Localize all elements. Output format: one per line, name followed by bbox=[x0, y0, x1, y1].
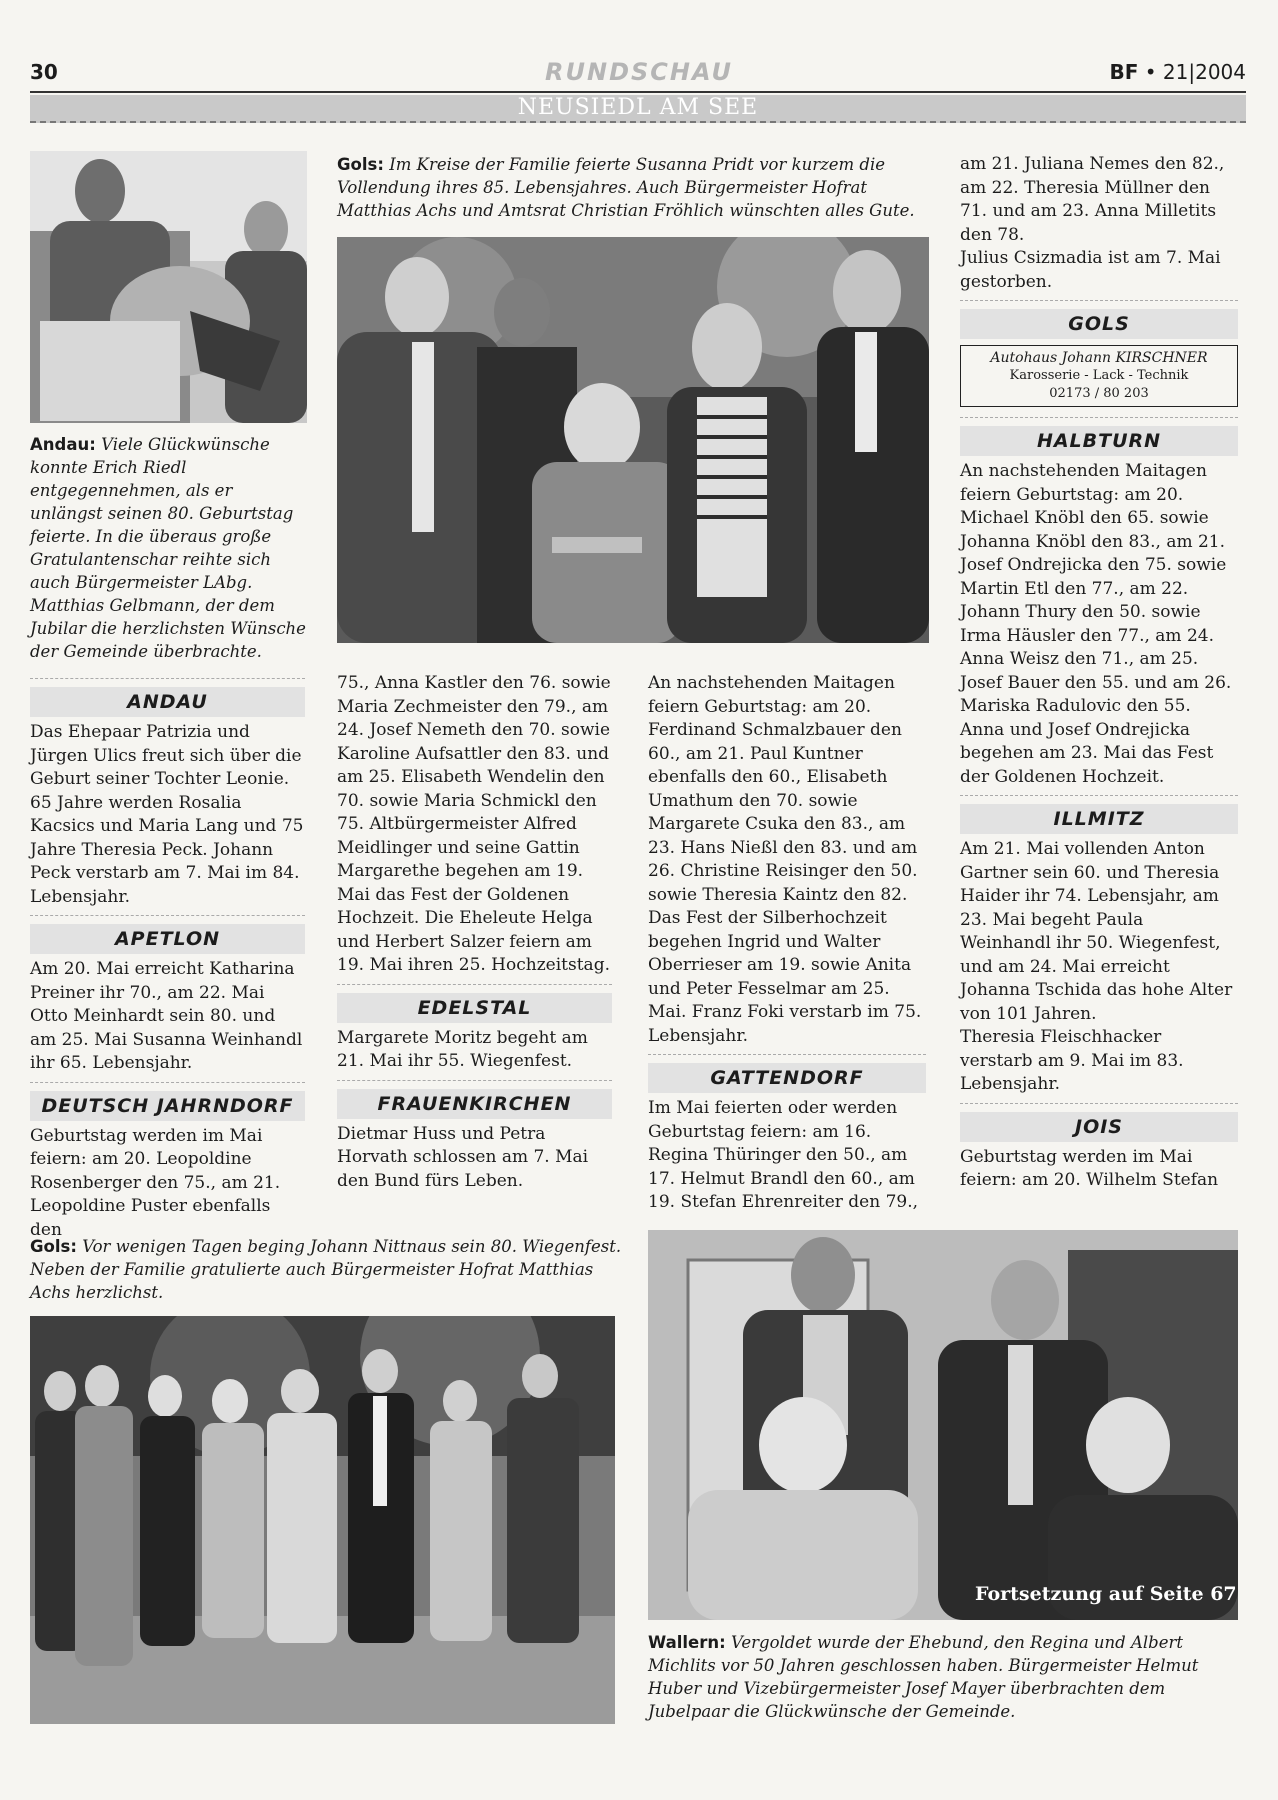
issue-info bbox=[1109, 60, 1246, 84]
article-silver-wedding: Das Fest der Silberhochzeit begehen Ingrid und Walter Oberrieser am 19. sowie Anita und Peter Fesselmar am 25. Mai. Franz Foki verstarb im 75. Lebensjahr. bbox=[648, 908, 922, 1046]
advertisement-box bbox=[960, 345, 1238, 407]
caption-place: Andau: bbox=[30, 435, 96, 454]
article-andau: Das Ehepaar Patrizia und Jürgen Ulics freut sich über die Geburt seiner Tochter Leonie. 65 Jahre werden Rosalia Kacsics und Maria Lang und 75 Jahre Theresia Peck. Johann Peck verstarb am 7. Mai im 84. Lebensjahr. bbox=[30, 722, 304, 907]
column-1 bbox=[30, 672, 305, 1242]
section-heading-deutsch-jahrndorf: DEUTSCH JAHRNDORF bbox=[30, 1082, 305, 1121]
section-heading-gattendorf: GATTENDORF bbox=[648, 1054, 926, 1093]
article-edelstal: Margarete Moritz begeht am 21. Mai ihr 55. Wiegenfest. bbox=[337, 1027, 588, 1071]
article-jois: Geburtstag werden im Mai feiern: am 20. Wilhelm Stefan bbox=[960, 1146, 1219, 1190]
issue-number: 21|2004 bbox=[1162, 60, 1246, 84]
section-heading-edelstal: EDELSTAL bbox=[337, 984, 612, 1023]
photo-gols-nittnaus bbox=[30, 1316, 615, 1724]
section-heading-gols: GOLS bbox=[960, 300, 1238, 339]
section-heading-apetlon: APETLON bbox=[30, 915, 305, 954]
article-halbturn: An nachstehenden Maitagen feiern Geburtstag: am 20. Michael Knöbl den 65. sowie Johanna Knöbl den 83., am 21. Josef Ondrejicka den 75. sowie Martin Etl den 77., am 22. Johann Thury den 50. sowie Irma Häusler den 77., am 24. Anna Weisz den 71., am 25. Josef Bauer den 55. und am 26. Mariska Radulovic den 55. Anna und Josef Ondrejicka begehen am 23. Mai das Fest der Goldenen Hochzeit. bbox=[960, 461, 1232, 787]
section-heading-frauenkirchen: FRAUENKIRCHEN bbox=[337, 1080, 612, 1119]
section-heading-andau: ANDAU bbox=[30, 678, 305, 717]
article-illmitz-death: Theresia Fleischhacker verstarb am 9. Mai im 83. Lebensjahr. bbox=[960, 1027, 1184, 1094]
header-rule bbox=[30, 91, 1246, 93]
column-4 bbox=[960, 153, 1238, 1193]
article-continued-top: am 21. Juliana Nemes den 82., am 22. Theresia Müllner den 71. und am 23. Anna Milletits den 78. bbox=[960, 154, 1225, 245]
page-number: 30 bbox=[30, 60, 58, 84]
caption-text: Viele Glückwünsche konnte Erich Riedl entgegennehmen, als er unlängst seinen 80. Geburtstag feierte. In die überaus große Gratulantenschar reihte sich auch Bürgermeister LAbg. Matthias Gelbmann, der dem Jubilar die herzlichsten Wünsche der Gemeinde überbrachte. bbox=[30, 435, 306, 661]
article-gattendorf: Im Mai feierten oder werden Geburtstag feiern: am 16. Regina Thüringer den 50., am 17. Helmut Brandl den 60., am 19. Stefan Ehrenreiter den 79., bbox=[648, 1098, 919, 1212]
caption-wallern bbox=[648, 1631, 1238, 1723]
article-illmitz: Am 21. Mai vollenden Anton Gartner sein 60. und Theresia Haider ihr 74. Lebensjahr, am 23. Mai begeht Paula Weinhandl ihr 50. Wiegenfest, und am 24. Mai erreicht Johanna Tschida das hohe Alter von 101 Jahren. bbox=[960, 839, 1233, 1024]
caption-place: Wallern: bbox=[648, 1633, 726, 1652]
column-3 bbox=[648, 672, 926, 1215]
caption-gols-pridt bbox=[337, 153, 929, 222]
caption-andau bbox=[30, 433, 310, 663]
article-continued: 75., Anna Kastler den 76. sowie Maria Zechmeister den 79., am 24. Josef Nemeth den 70. sowie Karoline Aufsattler den 83. und am 25. Elisabeth Wendelin den 70. sowie Maria Schmickl den 75. Altbürgermeister Alfred Meidlinger und seine Gattin Margarethe begehen am 19. Mai das Fest der Goldenen Hochzeit. Die Eheleute Helga und Herbert Salzer feiern am 19. Mai ihren 25. Hochzeitstag. bbox=[337, 673, 611, 975]
article-apetlon: Am 20. Mai erreicht Katharina Preiner ihr 70., am 22. Mai Otto Meinhardt sein 80. und am 25. Mai Susanna Weinhandl ihr 65. Lebensjahr. bbox=[30, 959, 303, 1073]
column-2 bbox=[337, 672, 612, 1193]
section-heading-halbturn: HALBTURN bbox=[960, 417, 1238, 456]
article-birthdays: An nachstehenden Maitagen feiern Geburtstag: am 20. Ferdinand Schmalzbauer den 60., am 21. Paul Kuntner ebenfalls den 60., Elisabeth Umathum den 70. sowie Margarete Csuka den 83., am 23. Hans Nießl den 83. und am 26. Christine Reisinger den 50. sowie Theresia Kaintz den 82. bbox=[648, 673, 918, 905]
section-heading-jois: JOIS bbox=[960, 1103, 1238, 1142]
ad-company: Autohaus Johann KIRSCHNER bbox=[990, 350, 1208, 366]
caption-place: Gols: bbox=[30, 1237, 77, 1256]
caption-gols-nittnaus bbox=[30, 1235, 630, 1304]
region-banner: NEUSIEDL AM SEE bbox=[30, 95, 1246, 123]
continuation-note: Fortsetzung auf Seite 67 bbox=[975, 1583, 1237, 1605]
photo-andau bbox=[30, 151, 307, 423]
caption-text: Im Kreise der Familie feierte Susanna Pridt vor kurzem die Vollendung ihres 85. Lebensjahres. Auch Bürgermeister Hofrat Matthias Achs und Amtsrat Christian Fröhlich wünschten alles Gute. bbox=[337, 155, 915, 220]
article-deutsch-jahrndorf: Geburtstag werden im Mai feiern: am 20. Leopoldine Rosenberger den 75., am 21. Leopoldine Puster ebenfalls den bbox=[30, 1125, 281, 1240]
issue-separator: • bbox=[1144, 60, 1157, 84]
ad-phone: 02173 / 80 203 bbox=[1049, 386, 1149, 401]
article-frauenkirchen: Dietmar Huss und Petra Horvath schlossen am 7. Mai den Bund fürs Leben. bbox=[337, 1123, 589, 1191]
caption-text: Vergoldet wurde der Ehebund, den Regina und Albert Michlits vor 50 Jahren geschlossen haben. Bürgermeister Helmut Huber und Vizebürgermeister Josef Mayer überbrachten dem Jubelpaar die Glückwünsche der Gemeinde. bbox=[648, 1633, 1199, 1721]
ad-services: Karosserie - Lack - Technik bbox=[1009, 368, 1189, 383]
issue-brand: BF bbox=[1109, 60, 1139, 84]
photo-gols-pridt bbox=[337, 237, 929, 643]
caption-place: Gols: bbox=[337, 155, 384, 174]
paper-title: RUNDSCHAU bbox=[545, 58, 733, 86]
photo-wallern bbox=[648, 1230, 1238, 1620]
article-death-notice: Julius Csizmadia ist am 7. Mai gestorben. bbox=[960, 248, 1221, 292]
section-heading-illmitz: ILLMITZ bbox=[960, 795, 1238, 834]
caption-text: Vor wenigen Tagen beging Johann Nittnaus sein 80. Wiegenfest. Neben der Familie gratulierte auch Bürgermeister Hofrat Matthias Achs herzlichst. bbox=[30, 1237, 622, 1302]
